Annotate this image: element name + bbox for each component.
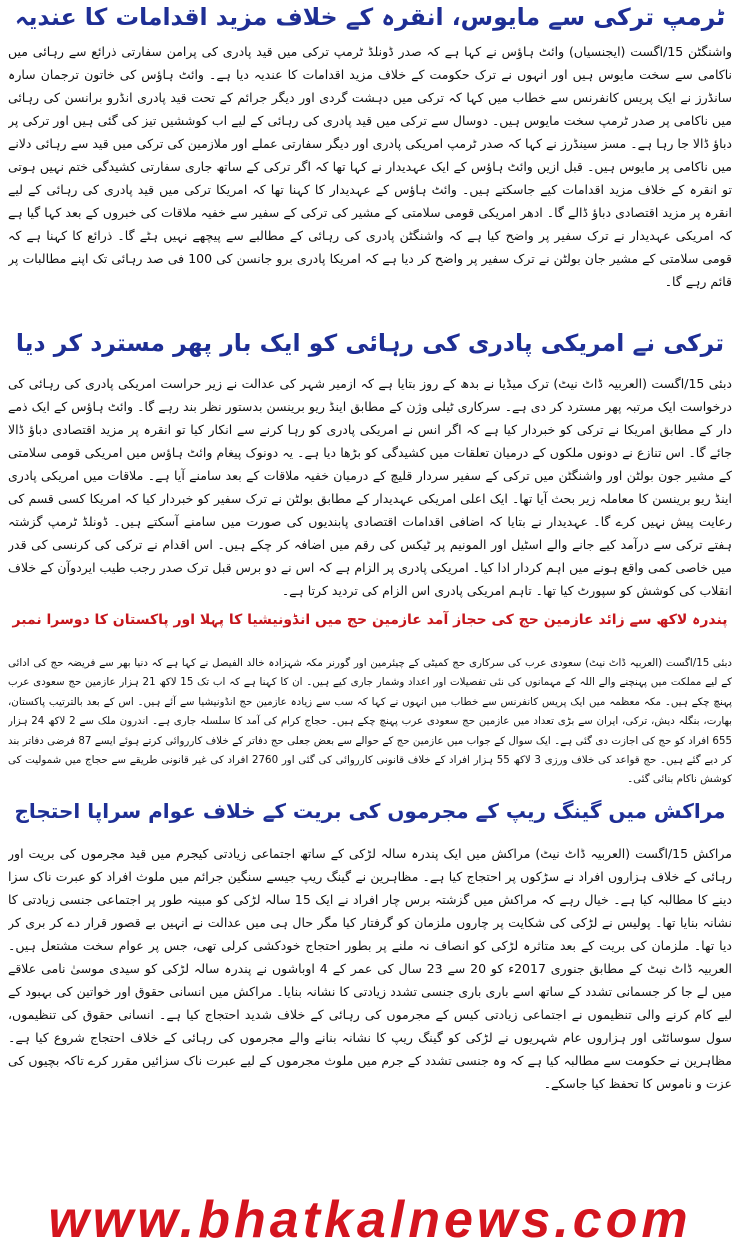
article-hajj-pilgrims (0, 604, 740, 790)
article-turkey-pastor (0, 322, 740, 604)
article-headline: پندرہ لاکھ سے زائد عازمین حج کی حجاز آمد عازمین حج میں انڈونیشیا کا پہلا اور پاکستان کا دوسرا نمبر (12, 612, 728, 628)
article-headline: ترکی نے امریکی پادری کی رہائی کو ایک بار پھر مسترد کر دیا (15, 329, 725, 357)
article-morocco-protest (0, 790, 740, 1135)
article-trump-turkey (0, 0, 740, 322)
site-footer (0, 1192, 740, 1248)
article-body: دبئی 15/اگست (العربیہ ڈاٹ نیٹ) سعودی عرب کی سرکاری حج کمیٹی کے چیئرمین اور گورنر مکہ شہزادہ خالد الفیصل نے کہا ہے کہ دنیا بھر سے فریضہ حج کی ادائی کے لیے مملکت میں پہنچنے والے اللہ کے مہمانوں کی نئی تفصیلات اور اعداد وشمار جاری کیے ہیں۔ ان کا کہنا ہے کہ اب تک 15 لاکھ 21 ہزار عازمین حج سعودی عرب پہنچ چکے ہیں۔ مکہ معظمہ میں ایک پریس کانفرنس سے خطاب میں انہوں نے کہا کہ سب سے زیادہ عازمین حج انڈونیشیا سے آئے ہیں۔ اس کے بعد بالترتیب پاکستان، بھارت، بنگلہ دیش، ترکی، ایران سے بڑی تعداد میں عازمین حج سعودی عرب پہنچ چکے ہیں۔ حجاج کرام کی آمد کا سلسلہ جاری ہے۔ اندرون ملک سے 2 لاکھ 24 ہزار 655 افراد کو حج کی اجازت دی گئی ہے۔ ایک سوال کے جواب میں عازمین حج کے حوالے سے بعض جعلی حج دفاتر کے خلاف کارروائی کرتے ہوئے ایسے 87 فرضی دفاتر بند کر دیے گئے ہیں۔ حج قواعد کی خلاف ورزی 3 لاکھ 55 ہزار افراد کے خلاف قانونی کارروائی کی گئی اور 2760 افراد کی غیر قانونی طریقے سے حجاج میں شمولیت کی کوشش ناکام بنائی گئی۔ (8, 657, 732, 786)
article-body: دبئی 15/اگست (العربیہ ڈاٹ نیٹ) ترک میڈیا نے بدھ کے روز بتایا ہے کہ ازمیر شہر کی عدالت نے زیر حراست امریکی پادری کی رہائی کی درخواست ایک مرتبہ پھر مسترد کر دی ہے۔ سرکاری ٹیلی وژن کے مطابق اینڈ ریو برینسن بدستور نظر بند رہے گا۔ وائٹ ہاؤس کے ایک ذمے دار کے مطابق امریکا نے ترکی کو خبردار کیا ہے کہ اگر انس نے امریکی پادری کو رہا کرنے سے انکار کیا تو انقرہ پر مزید اقتصادی دباؤ ڈالا جائے گا۔ اس تنازع نے دونوں ملکوں کے درمیان تعلقات میں کشیدگی کو بڑھا دیا ہے۔ یہ دونوک پیغام وائٹ ہاؤس میں امریکی قومی سلامتی کے مشیر جون بولٹن اور واشنگٹن میں ترکی کے سفیر سردار قلیچ کے درمیان خفیہ ملاقات کے بعد سامنے آیا ہے۔ ملاقات میں امریکی پادری اینڈ ریو برینسن کا معاملہ زیر بحث آیا تھا۔ ایک اعلی امریکی عہدیدار کے مطابق بولٹن نے ترک سفیر کو خبردار کیا کہ امریکا کسی قسم کی رعایت پیش نہیں کرے گا۔ عہدیدار نے بتایا کہ اضافی اقدامات اقتصادی پابندیوں کی صورت میں سامنے آسکتے ہیں۔ ڈونلڈ ٹرمپ گزشتہ ہفتے ترکی سے درآمد کیے جانے والے اسٹیل اور المونیم پر ٹیکس کی رقم میں اضافہ کر چکے ہیں۔ اس اقدام نے ترکی کی کرنسی کی قدر میں خاصی کمی واقع ہونے میں اہم کردار ادا کیا۔ امریکی پادری پر الزام ہے کہ اس نے دو برس قبل ترک صدر رجب طیب ایردوآن کے خلاف انقلاب کی کوشش کو سپورٹ کیا تھا۔ تاہم امریکی پادری اس الزام کی تردید کرتا ہے۔ (8, 376, 732, 598)
article-headline: مراکش میں گینگ ریپ کے مجرموں کی بریت کے خلاف عوام سراپا احتجاج (14, 799, 726, 823)
article-headline: ٹرمپ ترکی سے مایوس، انقرہ کے خلاف مزید اقدامات کا عندیہ (14, 3, 726, 31)
article-body: مراکش 15/اگست (العربیہ ڈاٹ نیٹ) مراکش میں ایک پندرہ سالہ لڑکی کے ساتھ اجتماعی زیادتی کیجرم میں قید مجرموں کی بریت اور رہائی کے خلاف ہزاروں افراد نے سڑکوں پر احتجاج کیا ہے۔ مظاہرین نے گینگ ریپ جیسے سنگین جرائم میں ملوث افراد کو عبرت ناک سزا دینے کا مطالبہ کیا ہے۔ خیال رہے کہ مراکش میں گزشتہ برس چار افراد نے ایک 15 سالہ لڑکی کو مبینہ طور پر اجتماعی جنسی زیادتی کا نشانہ بنایا تھا۔ پولیس نے لڑکی کی شکایت پر چاروں ملزمان کو گرفتار کیا مگر حال ہی میں عدالت نے انہیں بے قصور قرار دے کر بری کر دیا تھا۔ ملزمان کی بریت کے بعد متاثرہ لڑکی کو انصاف نہ ملنے پر بطور احتجاج خودکشی کرلی تھی، جس پر عوام سخت مشتعل ہیں۔ العربیہ ڈاٹ نیٹ کے مطابق جنوری 2017ء کو 20 سے 23 سال کی عمر کے 4 اوباشوں نے پندرہ سالہ لڑکی کو سیدی موسیٰ نامی علاقے میں لے جا کر جسمانی تشدد کے ساتھ اسے باری باری جنسی تشدد زیادتی کا نشانہ بنایا۔ مراکش میں انسانی حقوق اور خواتین کی بہبود کے لیے کام کرنے والی تنظیموں نے اجتماعی زیادتی کیس کے مجرموں کی رہائی کے خلاف شدید احتجاج کیا ہے۔ انسانی حقوق کی تنظیموں، سول سوسائٹی اور ہزاروں عام شہریوں نے لڑکی کو گینگ ریپ کا نشانہ بنانے والے مجرموں کی رہائی کے خلاف احتجاج شروع کیا ہے۔ مظاہرین نے حکومت سے مطالبہ کیا ہے کہ وہ جنسی تشدد کے جرم میں ملوث مجرموں کے لیے عبرت ناک سزائیں مقرر کرے تاکہ بچیوں کی عزت و ناموس کا تحفظ کیا جاسکے۔ (8, 846, 732, 1091)
site-url-watermark[interactable]: www.bhatkalnews.com (48, 1191, 692, 1249)
article-body: واشنگٹن 15/اگست (ایجنسیاں) وائٹ ہاؤس نے کہا ہے کہ صدر ڈونلڈ ٹرمپ ترکی میں قید پادری کی پرامن سفارتی ذرائع سے رہائی میں ناکامی سے سخت مایوس ہیں اور انہوں نے ترک حکومت کے خلاف مزید اقدامات کا عندیہ دیا ہے۔ وائٹ ہاؤس کی خاتون ترجمان سارہ سانڈرز نے ایک پریس کانفرنس سے خطاب میں کہا کہ ترکی میں دہشت گردی اور دیگر جرائم کے تحت قید پادری انڈرو برانسن کی رہائی میں ناکامی پر صدر ٹرمپ سخت مایوس ہیں۔ دوسال سے ترکی میں قید پادری کی رہائی کے لیے اب کوششیں تیز کی گئی ہیں اور ترکی پر دباؤ ڈالا جا رہا ہے۔ مسز سینڈرز نے کہا کہ صدر ٹرمپ امریکی پادری اور دیگر سفارتی عملے اور ملازمین کی ترکی میں قید سے رہائی دلانے میں ناکامی پر مایوس ہیں۔ قبل ازیں وائٹ ہاؤس کے ایک عہدیدار نے کہا تھا کہ اگر ترکی کے ساتھ جاری سفارتی کشیدگی ختم نہیں ہوتی تو انقرہ کے خلاف مزید اقدامات کیے جاسکتے ہیں۔ وائٹ ہاؤس کے عہدیدار کا کہنا تھا کہ امریکا ترکی میں قید پادری کی رہائی کے لیے انقرہ پر مزید اقتصادی دباؤ ڈالے گا۔ ادھر امریکی قومی سلامتی کے مشیر کی ترکی کے سفیر سے خفیہ ملاقات کی خبروں کے بعد کہا گیا ہے کہ امریکی عہدیدار نے ترک سفیر پر واضح کیا ہے کہ واشنگٹن پادری کی رہائی کے مطالبے سے پیچھے نہیں ہٹے گا۔ ذرائع کا کہنا ہے کہ قومی سلامتی کے مشیر جان بولٹن نے ترک سفیر پر واضح کر دیا ہے کہ امریکا پادری برو جانسن کی 100 فی صد رہائی تک اپنے مطالبات پر قائم رہے گا۔ (8, 44, 732, 289)
